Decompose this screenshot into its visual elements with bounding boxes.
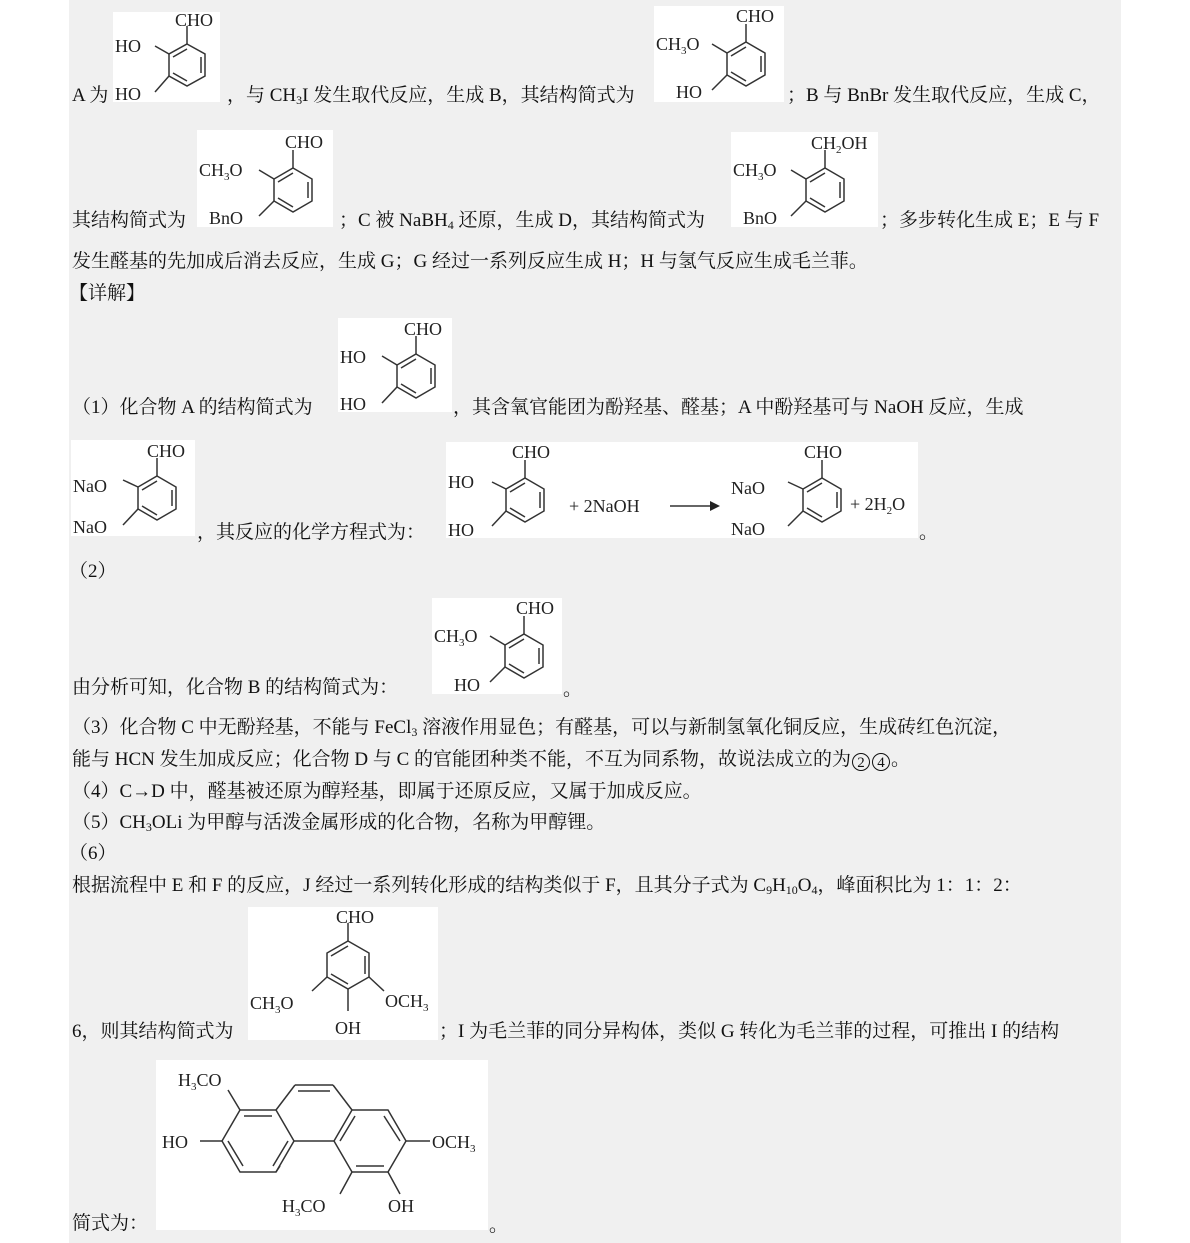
svg-text:CHO: CHO xyxy=(804,442,843,462)
part1-period: 。 xyxy=(919,522,939,543)
svg-text:CHO: CHO xyxy=(147,441,186,461)
analysis-text-d: 其结构简式为 xyxy=(72,210,187,231)
svg-text:CHO: CHO xyxy=(736,6,775,26)
svg-text:HO: HO xyxy=(340,394,366,412)
svg-text:CH3O: $CH_3O$ xyxy=(656,34,700,57)
svg-text:H3CO: $H_3CO$ xyxy=(178,1070,222,1093)
part2-text: 由分析可知，化合物 B 的结构简式为： xyxy=(72,677,399,698)
structure-compound-c xyxy=(197,130,333,227)
analysis-text-g: 发生醛基的先加成后消去反应，生成 G；G 经过一系列反应生成 H；H 与氢气反应生成毛兰菲。 xyxy=(72,251,868,272)
svg-text:OCH3: $OCH_3$ xyxy=(385,991,429,1014)
svg-text:CH2OH: $CH_2OH$ xyxy=(811,133,868,156)
svg-text:HO: HO xyxy=(676,82,702,102)
part4-text: （4）C→D 中，醛基被还原为醇羟基，即属于还原反应，又属于加成反应。 xyxy=(72,781,702,802)
part6-period: 。 xyxy=(489,1215,509,1236)
svg-text:CHO: CHO xyxy=(516,598,555,618)
analysis-text-f: ；多步转化生成 E；E 与 F xyxy=(880,210,1100,231)
part6-line3-prefix: 简式为： xyxy=(72,1213,149,1234)
svg-text:HO: HO xyxy=(448,520,474,538)
svg-text:HO: HO xyxy=(115,36,141,56)
svg-text:HO: HO xyxy=(115,84,141,102)
analysis-text-a: A 为 xyxy=(72,85,109,106)
svg-text:+ 2NaOH: + 2NaOH xyxy=(569,496,640,516)
structure-compound-d xyxy=(731,132,878,227)
svg-text:OCH3: $OCH_3$ xyxy=(432,1132,476,1155)
part6-line2-suffix: ；I 为毛兰菲的同分异构体，类似 G 转化为毛兰菲的过程，可推出 I 的结构 xyxy=(439,1021,1060,1042)
analysis-text-e: ；C 被 NaBH$_4$ 还原，生成 D，其结构简式为 xyxy=(339,210,705,232)
structure-sodium-salt xyxy=(71,440,195,536)
part1-text-b: ，其含氧官能团为酚羟基、醛基；A 中酚羟基可与 NaOH 反应，生成 xyxy=(453,397,1024,418)
analysis-text-b: ，与 $CH_3I$ 发生取代反应，生成 B，其结构简式为 xyxy=(227,85,635,107)
structure-part1-compound-a xyxy=(338,318,452,412)
structure-compound-a xyxy=(113,12,220,102)
svg-text:NaO: NaO xyxy=(731,519,765,538)
part2-period: 。 xyxy=(563,679,583,700)
svg-text:HO: HO xyxy=(454,675,480,694)
svg-text:HO: HO xyxy=(448,472,474,492)
svg-text:CHO: CHO xyxy=(512,442,551,462)
part6-line1: 根据流程中 E 和 F 的反应，J 经过一系列转化形成的结构类似于 F，且其分子式为 $C_9H_{10}O_4$，峰面积比为 1：1：2： xyxy=(72,875,1022,897)
part1-text-c: ，其反应的化学方程式为： xyxy=(197,522,426,543)
answer-circle-4: 4 xyxy=(872,753,890,771)
part6-line2-prefix: 6，则其结构简式为 xyxy=(72,1021,234,1042)
part5-text: $(5)CH_3OLi$ 为甲醇与活泼金属形成的化合物，名称为甲醇锂。 xyxy=(72,812,606,834)
svg-text:CHO: CHO xyxy=(404,319,443,339)
answer-circle-2: 2 xyxy=(852,753,870,771)
svg-text:CHO: CHO xyxy=(336,907,375,927)
part2-label: （2） xyxy=(69,561,117,582)
structure-compound-j xyxy=(248,907,438,1040)
svg-text:NaO: NaO xyxy=(73,476,107,496)
svg-text:H3CO: $H_3CO$ xyxy=(282,1196,326,1219)
svg-text:CHO: CHO xyxy=(175,12,214,30)
svg-text:HO: HO xyxy=(340,347,366,367)
svg-text:CH3O: $CH_3O$ xyxy=(434,626,478,649)
svg-text:+ 2H2O: + $2H_2O$ xyxy=(850,494,906,517)
structure-part2-compound-b xyxy=(432,598,562,694)
svg-text:OH: OH xyxy=(335,1018,361,1038)
svg-text:NaO: NaO xyxy=(73,517,107,536)
svg-text:BnO: BnO xyxy=(743,208,778,227)
reaction-equation xyxy=(446,442,918,538)
structure-compound-b xyxy=(654,6,784,102)
analysis-text-c: ；B 与 BnBr 发生取代反应，生成 C， xyxy=(787,85,1101,106)
part3-line2: 能与 HCN 发生加成反应；化合物 D 与 C 的官能团种类不能，不互为同系物，故说法成立的为 2 4 。 xyxy=(72,749,911,771)
svg-text:CH3O: $CH_3O$ xyxy=(250,993,294,1016)
part3-line1: （3）化合物 C 中无酚羟基，不能与 FeCl$_3$ 溶液作用显色；有醛基，可以与新制氢氧化铜反应，生成砖红色沉淀， xyxy=(72,717,1012,739)
document-page xyxy=(69,0,1121,1243)
section-heading-detail: 【详解】 xyxy=(69,283,146,304)
part1-text-a: （1）化合物 A 的结构简式为 xyxy=(72,397,313,418)
part6-label: （6） xyxy=(69,843,117,864)
svg-text:BnO: BnO xyxy=(209,208,244,227)
svg-text:HO: HO xyxy=(162,1132,188,1152)
svg-text:CH3O: $CH_3O$ xyxy=(733,160,777,183)
svg-text:OH: OH xyxy=(388,1196,414,1216)
svg-text:NaO: NaO xyxy=(731,478,765,498)
structure-compound-i-phenanthrene xyxy=(156,1060,488,1230)
svg-text:CH3O: $CH_3O$ xyxy=(199,160,243,183)
svg-text:CHO: CHO xyxy=(285,132,324,152)
